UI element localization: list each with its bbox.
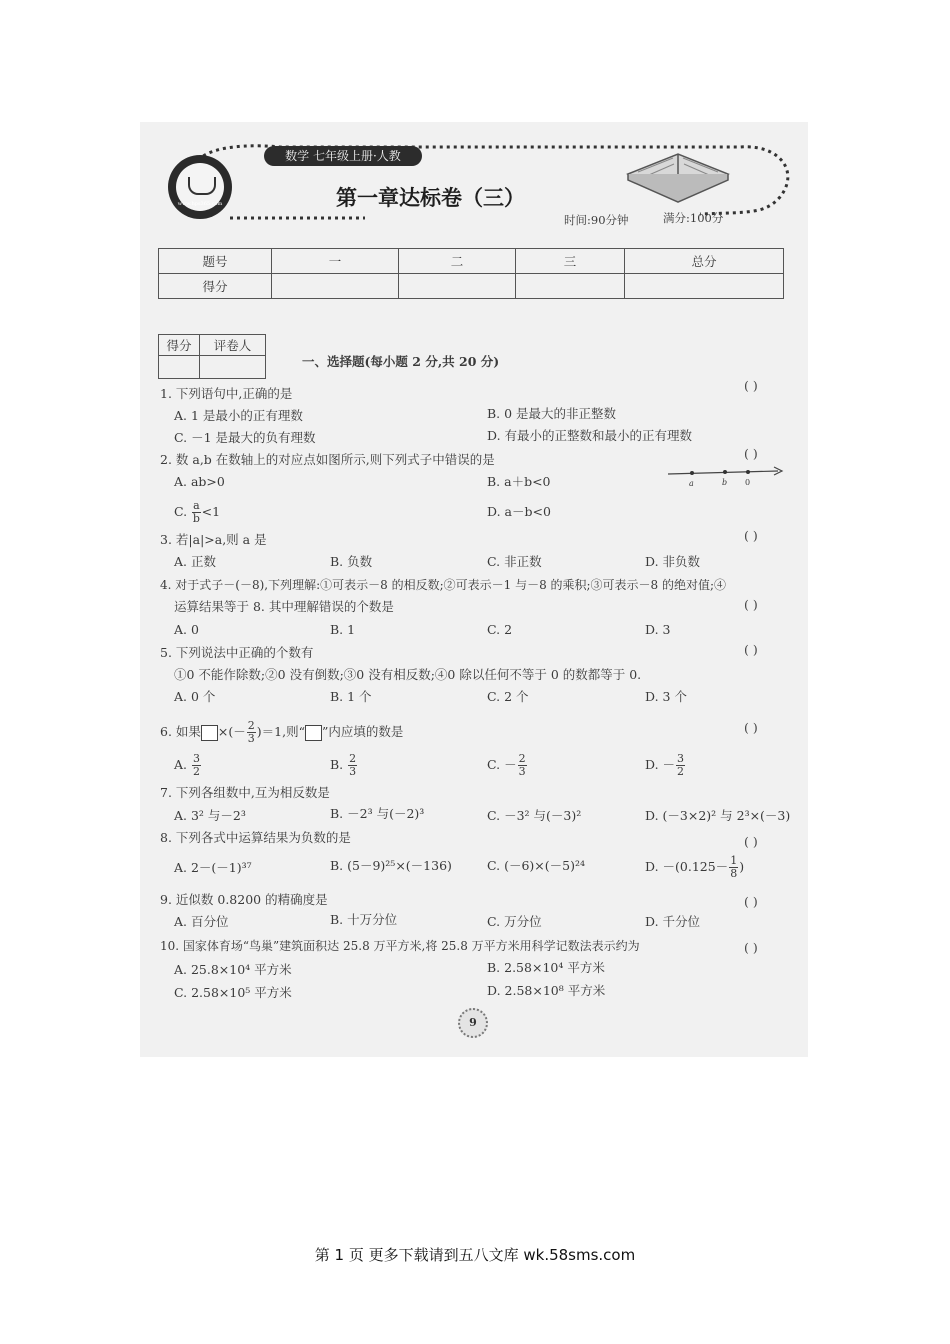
q8-d-suffix: ) xyxy=(739,859,745,874)
score-table-score-row xyxy=(159,274,784,299)
q2-stem: 2. 数 a,b 在数轴上的对应点如图所示,则下列式子中错误的是 xyxy=(160,452,495,467)
score-table-cell: 一 xyxy=(272,249,399,274)
score-table-input[interactable] xyxy=(516,274,625,299)
fraction-denominator: 3 xyxy=(247,732,255,745)
fraction-denominator: 2 xyxy=(677,765,685,778)
q5-option-a: A. 0 个 xyxy=(174,689,216,704)
q1-stem: 1. 下列语句中,正确的是 xyxy=(160,386,293,401)
q2-option-c xyxy=(174,500,220,525)
q9-option-c: C. 万分位 xyxy=(487,914,542,929)
section-title: 一、选择题(每小题 2 分,共 20 分) xyxy=(302,354,500,369)
q2-answer-blank[interactable]: ( ) xyxy=(744,446,758,461)
book-logo-icon xyxy=(188,177,216,195)
grader-score-input[interactable] xyxy=(159,356,200,379)
fraction-numerator: 2 xyxy=(349,752,357,765)
fraction-denominator: 8 xyxy=(730,867,738,880)
q2-option-a: A. ab>0 xyxy=(174,474,225,489)
q8-answer-blank[interactable]: ( ) xyxy=(744,834,758,849)
full-score: 满分:100分 xyxy=(663,211,724,225)
fraction xyxy=(247,720,256,745)
q6-option-a xyxy=(174,750,202,780)
fraction-numerator: 2 xyxy=(518,752,526,765)
fraction-numerator: a xyxy=(193,499,200,512)
q8-option-c: C. (－6)×(－5)²⁴ xyxy=(487,858,585,873)
q4-stem-line1: 4. 对于式子－(－8),下列理解:①可表示－8 的相反数;②可表示－1 与－8 的乘积;③可表示－8 的绝对值;④ xyxy=(160,578,727,592)
q6-option-c xyxy=(487,750,528,780)
axis-label-0: 0 xyxy=(745,478,751,487)
q4-stem-line2: 运算结果等于 8. 其中理解错误的个数是 xyxy=(174,599,394,614)
score-table-input[interactable] xyxy=(272,274,399,299)
q3-answer-blank[interactable]: ( ) xyxy=(744,528,758,543)
fraction xyxy=(676,753,685,778)
blank-box xyxy=(305,725,322,741)
q6-d-prefix: D. － xyxy=(645,757,676,772)
q1-answer-blank[interactable]: ( ) xyxy=(744,378,758,393)
fraction-denominator: 3 xyxy=(349,765,357,778)
page-title: 第一章达标卷（三） xyxy=(336,185,525,210)
q7-option-c: C. －3² 与(－3)² xyxy=(487,808,582,823)
score-table-input[interactable] xyxy=(399,274,516,299)
q1-option-b: B. 0 是最大的非正整数 xyxy=(487,406,617,421)
fraction xyxy=(729,855,738,880)
fraction-numerator: 3 xyxy=(677,752,685,765)
q5-stem: 5. 下列说法中正确的个数有 xyxy=(160,645,314,660)
q9-option-a: A. 百分位 xyxy=(174,914,229,929)
q6-option-b xyxy=(330,750,358,780)
q6-stem-part3: )＝1,则“ xyxy=(256,724,305,739)
q4-option-a: A. 0 xyxy=(174,622,199,637)
publisher-logo xyxy=(168,155,232,219)
fraction-numerator: 1 xyxy=(730,854,738,867)
fraction-denominator: 3 xyxy=(518,765,526,778)
q8-option-d xyxy=(645,852,744,882)
q3-option-b: B. 负数 xyxy=(330,554,373,569)
footer-text: 第 1 页 更多下载请到五八文库 wk.58sms.com xyxy=(314,1246,636,1264)
grader-box xyxy=(158,334,266,379)
score-table-cell: 得分 xyxy=(159,274,272,299)
q5-answer-blank[interactable]: ( ) xyxy=(744,642,758,657)
fraction-numerator: 2 xyxy=(247,719,255,732)
q10-option-d: D. 2.58×10⁸ 平方米 xyxy=(487,983,606,998)
grader-name-label: 评卷人 xyxy=(200,335,266,356)
q2-option-b: B. a＋b<0 xyxy=(487,474,551,489)
open-book-icon xyxy=(618,134,738,204)
q4-option-d: D. 3 xyxy=(645,622,671,637)
fraction xyxy=(348,753,357,778)
scanned-page xyxy=(140,122,808,1057)
q4-option-b: B. 1 xyxy=(330,622,356,637)
time-limit: 时间:90分钟 xyxy=(564,213,629,227)
fraction xyxy=(192,753,201,778)
q9-answer-blank[interactable]: ( ) xyxy=(744,894,758,909)
score-table-input[interactable] xyxy=(625,274,784,299)
score-table xyxy=(158,248,784,299)
q9-option-d: D. 千分位 xyxy=(645,914,701,929)
axis-label-a: a xyxy=(689,479,694,488)
grader-name-input[interactable] xyxy=(200,356,266,379)
q2-option-d: D. a－b<0 xyxy=(487,504,551,519)
q3-option-d: D. 非负数 xyxy=(645,554,701,569)
q6-answer-blank[interactable]: ( ) xyxy=(744,720,758,735)
q6-stem-part2: ×(－ xyxy=(217,724,246,739)
score-table-cell: 三 xyxy=(516,249,625,274)
axis-label-b: b xyxy=(722,478,728,487)
q10-stem: 10. 国家体育场“鸟巢”建筑面积达 25.8 万平方米,将 25.8 万平方米用科学记数法表示约为 xyxy=(160,939,640,953)
grader-score-label: 得分 xyxy=(159,335,200,356)
q7-stem: 7. 下列各组数中,互为相反数是 xyxy=(160,785,330,800)
q1-option-d: D. 有最小的正整数和最小的正有理数 xyxy=(487,428,693,443)
q3-option-c: C. 非正数 xyxy=(487,554,542,569)
q5-option-c: C. 2 个 xyxy=(487,689,529,704)
q8-d-prefix: D. －(0.125－ xyxy=(645,859,729,874)
q2-c-prefix: C. xyxy=(174,504,188,519)
q3-stem: 3. 若|a|>a,则 a 是 xyxy=(160,532,267,547)
q4-answer-blank[interactable]: ( ) xyxy=(744,597,758,612)
q10-option-b: B. 2.58×10⁴ 平方米 xyxy=(487,960,605,975)
q10-answer-blank[interactable]: ( ) xyxy=(744,940,758,955)
q9-option-b: B. 十万分位 xyxy=(330,912,398,927)
q10-option-c: C. 2.58×10⁵ 平方米 xyxy=(174,985,292,1000)
q6-c-prefix: C. － xyxy=(487,757,517,772)
q1-option-a: A. 1 是最小的正有理数 xyxy=(174,408,303,423)
score-table-cell: 二 xyxy=(399,249,516,274)
q1-option-c: C. －1 是最大的负有理数 xyxy=(174,430,316,445)
score-table-header-row xyxy=(159,249,784,274)
fraction-denominator: 2 xyxy=(193,765,200,778)
q7-option-a: A. 3² 与－2³ xyxy=(174,808,246,823)
fraction-numerator: 3 xyxy=(193,752,200,765)
page-number-badge xyxy=(458,1008,488,1038)
q5-option-d: D. 3 个 xyxy=(645,689,687,704)
q4-option-c: C. 2 xyxy=(487,622,513,637)
fraction xyxy=(518,753,527,778)
q7-option-b: B. －2³ 与(－2)³ xyxy=(330,806,425,821)
score-table-cell: 题号 xyxy=(159,249,272,274)
q10-option-a: A. 25.8×10⁴ 平方米 xyxy=(174,962,292,977)
fraction-denominator: b xyxy=(192,512,200,525)
q8-stem: 8. 下列各式中运算结果为负数的是 xyxy=(160,830,351,845)
q9-stem: 9. 近似数 0.8200 的精确度是 xyxy=(160,892,328,907)
q6-stem-part4: ”内应填的数是 xyxy=(321,724,404,739)
q6-a-prefix: A. xyxy=(174,757,188,772)
q5-statements: ①0 不能作除数;②0 没有倒数;③0 没有相反数;④0 除以任何不等于 0 的数都等于 0. xyxy=(174,667,642,682)
series-label: 数学 七年级上册·人教 xyxy=(285,149,401,163)
q7-option-d: D. (－3×2)² 与 2³×(－3) xyxy=(645,808,791,823)
logo-url: www.hps365.com xyxy=(177,201,223,207)
q8-option-a: A. 2－(－1)³⁷ xyxy=(174,860,252,875)
q6-b-prefix: B. xyxy=(330,757,344,772)
q5-option-b: B. 1 个 xyxy=(330,689,372,704)
q6-option-d xyxy=(645,750,686,780)
q6-stem-part1: 6. 如果 xyxy=(160,724,201,739)
q8-option-b: B. (5－9)²⁵×(－136) xyxy=(330,858,452,873)
q6-stem xyxy=(160,718,403,746)
score-table-cell: 总分 xyxy=(625,249,784,274)
q2-c-suffix: <1 xyxy=(201,504,221,519)
fraction xyxy=(192,500,201,525)
series-banner xyxy=(264,146,422,166)
q3-option-a: A. 正数 xyxy=(174,554,216,569)
blank-box xyxy=(201,725,218,741)
page-number: 9 xyxy=(469,1016,477,1029)
